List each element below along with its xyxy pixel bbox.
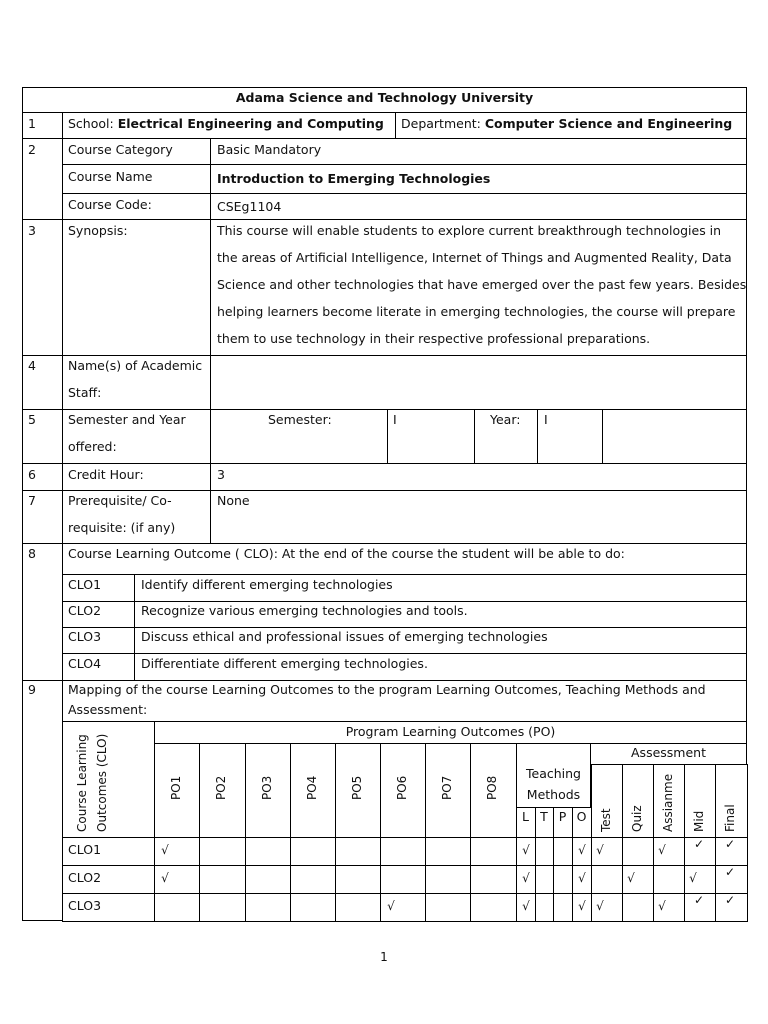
po-mark-cell xyxy=(380,837,426,866)
value-cell xyxy=(210,355,747,410)
mapping-clo-id: CLO1 xyxy=(68,842,102,857)
school-label: School: xyxy=(68,116,114,131)
school-value: Electrical Engineering and Computing xyxy=(117,116,384,131)
assessment-mark-cell xyxy=(653,865,685,894)
synopsis-label: Synopsis: xyxy=(68,223,128,238)
row-number: 4 xyxy=(28,358,36,373)
clo-id: CLO3 xyxy=(68,629,102,644)
row-number: 8 xyxy=(28,546,36,561)
po-label: PO6 xyxy=(394,775,409,800)
credit-hour-label: Credit Hour: xyxy=(68,467,144,482)
po-mark-cell xyxy=(425,837,471,866)
check-mark: ✓ xyxy=(724,893,736,907)
semester-year-label-line: Semester and Year xyxy=(68,412,186,427)
semester-year-label-line: offered: xyxy=(68,439,117,454)
check-mark: √ xyxy=(387,899,395,913)
row-number: 3 xyxy=(28,223,36,238)
po-mark-cell xyxy=(245,865,291,894)
row-number: 9 xyxy=(28,682,36,697)
clo-id: CLO1 xyxy=(68,577,102,592)
row-number-cell xyxy=(22,680,63,921)
check-mark: √ xyxy=(522,899,530,913)
clo-id: CLO4 xyxy=(68,656,102,671)
synopsis-line: Science and other technologies that have emerged over the past few years. Besides xyxy=(217,277,747,292)
po-mark-cell xyxy=(290,837,336,866)
teaching-header-line: Methods xyxy=(526,787,581,802)
year-label: Year: xyxy=(490,412,521,427)
year-value: I xyxy=(544,412,548,427)
assessment-label: Final xyxy=(723,804,737,832)
check-mark: ✓ xyxy=(724,837,736,851)
po-mark-cell xyxy=(335,865,381,894)
check-mark: √ xyxy=(578,871,586,885)
teaching-mark-cell xyxy=(553,893,573,922)
prerequisite-value: None xyxy=(217,493,250,508)
po-label: PO2 xyxy=(214,775,228,800)
check-mark: ✓ xyxy=(724,865,736,879)
row-number: 2 xyxy=(28,142,36,157)
clo-header-line: Outcomes (CLO) xyxy=(95,733,109,832)
university-title: Adama Science and Technology University xyxy=(235,90,534,105)
value-cell xyxy=(210,490,747,544)
po-mark-cell xyxy=(245,893,291,922)
check-mark: √ xyxy=(522,871,530,885)
credit-hour-value: 3 xyxy=(217,467,225,482)
po-mark-cell xyxy=(470,893,517,922)
assessment-label: Test xyxy=(598,808,613,832)
assessment-mark-cell xyxy=(591,865,623,894)
check-mark: √ xyxy=(578,899,586,913)
check-mark: √ xyxy=(627,871,635,885)
clo-text: Differentiate different emerging technologies. xyxy=(141,656,428,671)
synopsis-line: them to use technology in their respective professional preparations. xyxy=(217,331,651,346)
teaching-method-label: T xyxy=(540,809,548,824)
staff-label-line: Staff: xyxy=(68,385,102,400)
teaching-mark-cell xyxy=(535,865,554,894)
teaching-mark-cell xyxy=(535,893,554,922)
course-category-value: Basic Mandatory xyxy=(217,142,322,157)
po-mark-cell xyxy=(245,837,291,866)
prerequisite-label-line: requisite: (if any) xyxy=(68,520,176,535)
po-mark-cell xyxy=(425,865,471,894)
po-label: PO5 xyxy=(349,775,364,800)
po-mark-cell xyxy=(199,865,246,894)
mapping-clo-id: CLO2 xyxy=(68,870,102,885)
teaching-header-line: Teaching xyxy=(526,766,581,781)
mapping-clo-id: CLO3 xyxy=(68,898,102,913)
po-mark-cell xyxy=(199,893,246,922)
check-mark: √ xyxy=(522,843,530,857)
mapping-heading-line: Mapping of the course Learning Outcomes to the program Learning Outcomes, Teaching Methods and xyxy=(68,682,706,697)
course-category-label: Course Category xyxy=(68,142,173,157)
check-mark: √ xyxy=(596,899,604,913)
department-value: Computer Science and Engineering xyxy=(484,116,733,131)
prerequisite-label-line: Prerequisite/ Co- xyxy=(68,493,172,508)
po-label: PO1 xyxy=(168,775,183,800)
check-mark: √ xyxy=(596,843,604,857)
clo-text: Recognize various emerging technologies and tools. xyxy=(141,603,468,618)
po-mark-cell xyxy=(380,865,426,894)
label-cell xyxy=(62,219,211,356)
synopsis-line: helping learners become literate in emerging technologies, the course will prepare xyxy=(217,304,736,319)
clo-text: Identify different emerging technologies xyxy=(141,577,393,592)
teaching-method-label: L xyxy=(522,809,529,824)
po-mark-cell xyxy=(290,865,336,894)
assessment-label: Assianme xyxy=(660,773,675,832)
course-code-value: CSEg1104 xyxy=(217,199,282,214)
synopsis-line: the areas of Artificial Intelligence, Internet of Things and Augmented Reality, Data xyxy=(217,250,732,265)
row-number-cell xyxy=(22,543,63,681)
teaching-mark-cell xyxy=(535,837,554,866)
check-mark: ✓ xyxy=(693,837,705,851)
clo-id: CLO2 xyxy=(68,603,102,618)
check-mark: √ xyxy=(658,899,666,913)
department-label: Department: xyxy=(401,116,481,131)
check-mark: √ xyxy=(578,843,586,857)
assessment-header: Assessment xyxy=(631,745,706,760)
teaching-method-label: O xyxy=(576,809,587,824)
row-number: 6 xyxy=(28,467,36,482)
teaching-mark-cell xyxy=(553,865,573,894)
po-label: PO4 xyxy=(304,775,319,800)
assessment-label: Quiz xyxy=(629,805,644,832)
teaching-mark-cell xyxy=(553,837,573,866)
row-number: 5 xyxy=(28,412,36,427)
synopsis-line: This course will enable students to explore current breakthrough technologies in xyxy=(217,223,722,238)
po-mark-cell xyxy=(470,837,517,866)
semester-value-cell xyxy=(387,409,475,464)
check-mark: √ xyxy=(161,871,169,885)
value-cell xyxy=(210,463,747,491)
course-code-label: Course Code: xyxy=(68,197,152,212)
row-number: 7 xyxy=(28,493,36,508)
check-mark: ✓ xyxy=(693,893,705,907)
po-mark-cell xyxy=(335,837,381,866)
empty-cell xyxy=(602,409,747,464)
row-number: 1 xyxy=(28,116,36,131)
semester-value: I xyxy=(393,412,397,427)
po-header: Program Learning Outcomes (PO) xyxy=(345,724,556,739)
po-mark-cell xyxy=(425,893,471,922)
assessment-label: Mid xyxy=(691,810,706,832)
value-cell xyxy=(210,193,747,220)
school-field xyxy=(68,118,384,131)
po-label: PO7 xyxy=(439,775,454,800)
check-mark: √ xyxy=(658,843,666,857)
assessment-mark-cell xyxy=(622,893,654,922)
check-mark: √ xyxy=(689,871,697,885)
po-label: PO3 xyxy=(259,775,274,800)
row-number-cell xyxy=(22,219,63,356)
po-label: PO8 xyxy=(485,775,499,800)
po-mark-cell xyxy=(199,837,246,866)
po-mark-cell xyxy=(335,893,381,922)
staff-label-line: Name(s) of Academic xyxy=(68,358,203,373)
po-mark-cell xyxy=(470,865,517,894)
department-field xyxy=(401,118,732,131)
assessment-mark-cell xyxy=(622,837,654,866)
check-mark: √ xyxy=(161,843,169,857)
course-name-label: Course Name xyxy=(68,169,153,184)
semester-label: Semester: xyxy=(268,412,332,427)
clo-heading: Course Learning Outcome ( CLO): At the end of the course the student will be able to do: xyxy=(68,546,625,561)
po-mark-cell xyxy=(154,893,200,922)
page-number: 1 xyxy=(380,950,388,964)
course-name-value: Introduction to Emerging Technologies xyxy=(217,171,491,186)
mapping-heading-line: Assessment: xyxy=(68,702,148,717)
teaching-method-label: P xyxy=(558,809,567,824)
clo-header-line: Course Learning xyxy=(75,734,89,832)
po-mark-cell xyxy=(290,893,336,922)
clo-text: Discuss ethical and professional issues of emerging technologies xyxy=(141,629,548,644)
